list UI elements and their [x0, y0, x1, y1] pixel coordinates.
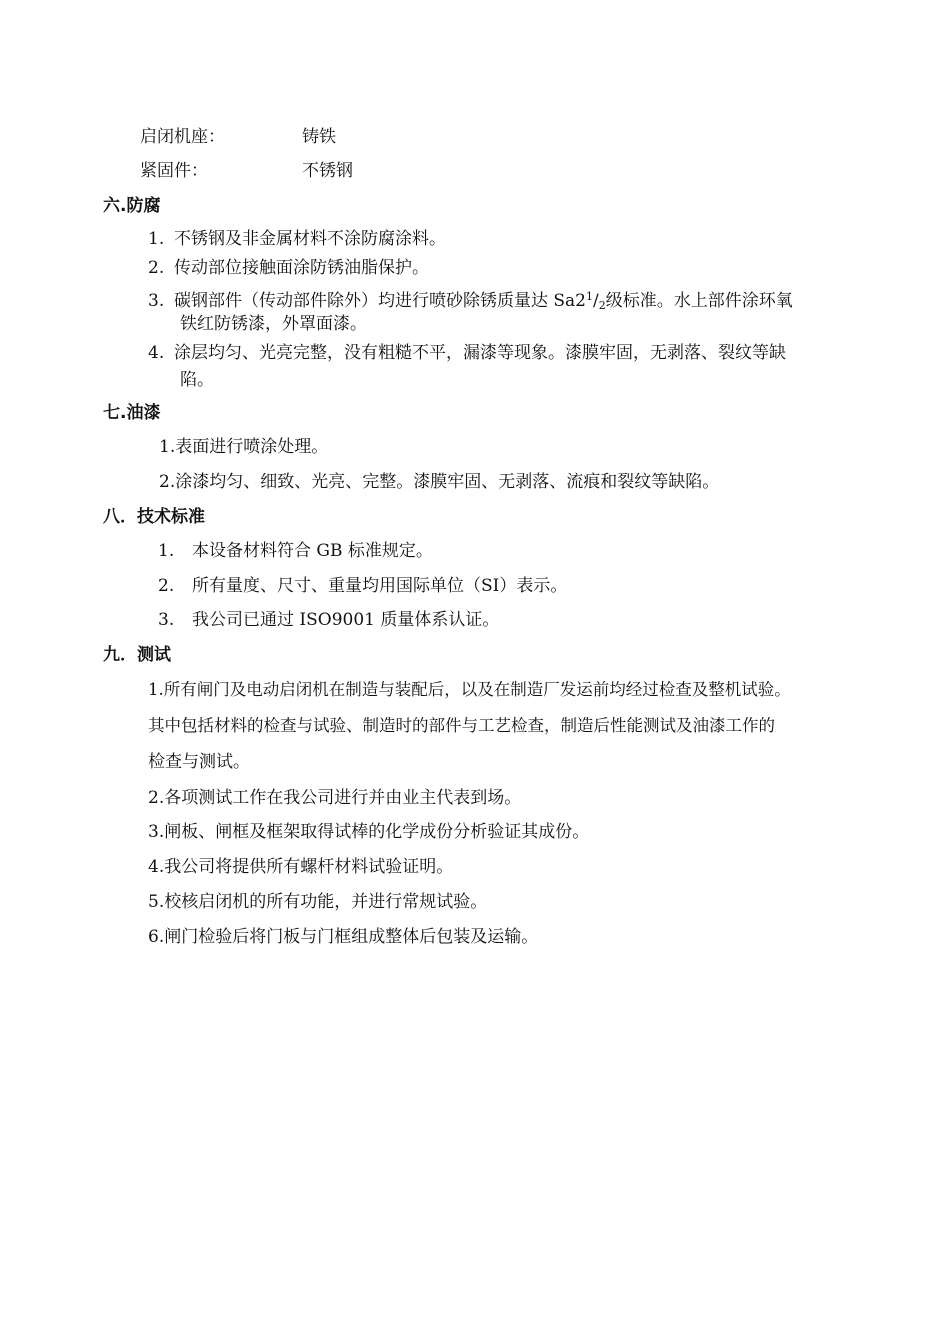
list-item: 2.涂漆均匀、细致、光亮、完整。漆膜牢固、无剥落、流痕和裂纹等缺陷。	[159, 472, 720, 492]
item-text: 本设备材料符合 GB 标准规定。	[192, 541, 433, 561]
item-continuation: 铁红防锈漆，外罩面漆。	[180, 314, 367, 334]
item-number: 2.	[158, 576, 175, 596]
item-text: 碳钢部件（传动部件除外）均进行喷砂除锈质量达 Sa2	[174, 291, 586, 311]
list-item	[158, 575, 567, 597]
item-continuation: 检查与测试。	[148, 752, 250, 772]
item-continuation: 其中包括材料的检查与试验、制造时的部件与工艺检查，制造后性能测试及油漆工作的	[148, 716, 775, 735]
item-text: 我公司已通过 ISO9001 质量体系认证。	[192, 610, 500, 630]
material-value: 铸铁	[302, 127, 336, 147]
item-number: 3.	[148, 291, 165, 311]
item-number: 1.	[148, 229, 165, 249]
list-item: 3.闸板、闸框及框架取得试棒的化学成份分析验证其成份。	[148, 822, 590, 842]
material-label: 启闭机座：	[140, 127, 225, 147]
material-value: 不锈钢	[302, 161, 353, 181]
item-text: 级标准。水上部件涂环氧	[605, 291, 793, 311]
list-item: 6.闸门检验后将门板与门框组成整体后包装及运输。	[148, 927, 539, 947]
item-text: 所有量度、尺寸、重量均用国际单位（SI）表示。	[192, 576, 568, 596]
fraction-denominator: 2	[598, 299, 606, 312]
list-item: 1.所有闸门及电动启闭机在制造与装配后，以及在制造厂发运前均经过检查及整机试验。	[148, 680, 791, 699]
list-item	[148, 228, 446, 250]
section-heading-anticorrosion: 六.防腐	[103, 196, 161, 216]
item-number: 4.	[148, 343, 165, 363]
section-heading-paint: 七.油漆	[103, 403, 161, 423]
fraction-slash: /	[593, 291, 599, 311]
material-label: 紧固件：	[140, 161, 208, 181]
item-number: 1.	[158, 541, 175, 561]
section-heading-testing: 九．测试	[103, 645, 171, 665]
item-text: 涂层均匀、光亮完整，没有粗糙不平，漏漆等现象。漆膜牢固，无剥落、裂纹等缺	[174, 343, 786, 363]
list-item: 2.各项测试工作在我公司进行并由业主代表到场。	[148, 788, 522, 808]
fraction-numerator: 1	[586, 290, 593, 303]
list-item	[148, 342, 786, 364]
item-text: 传动部位接触面涂防锈油脂保护。	[174, 258, 429, 278]
list-item: 5.校核启闭机的所有功能，并进行常规试验。	[148, 892, 488, 912]
item-text: 不锈钢及非金属材料不涂防腐涂料。	[174, 229, 446, 249]
list-item: 1.表面进行喷涂处理。	[159, 437, 329, 457]
list-item	[158, 540, 433, 562]
list-item	[158, 609, 499, 631]
list-item: 4.我公司将提供所有螺杆材料试验证明。	[148, 857, 454, 877]
list-item	[148, 257, 429, 279]
item-number: 3.	[158, 610, 175, 630]
item-continuation: 陷。	[180, 370, 214, 390]
section-heading-standards: 八．技术标准	[103, 507, 205, 527]
item-number: 2.	[148, 258, 165, 278]
